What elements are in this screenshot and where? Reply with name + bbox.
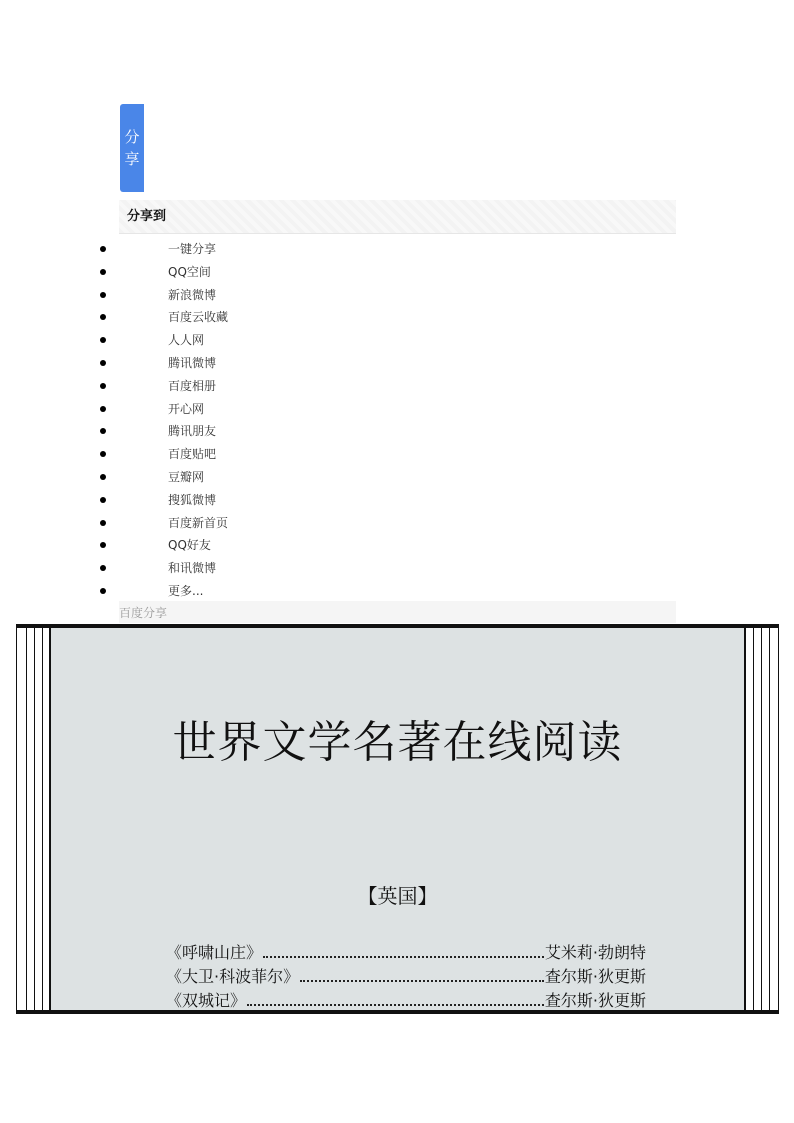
share-item-label: QQ好友 <box>168 538 211 553</box>
work-title: 《大卫·科波菲尔》 <box>166 967 300 986</box>
bullet-icon <box>100 337 106 343</box>
bullet-icon <box>100 292 106 298</box>
work-entry[interactable] <box>166 964 646 988</box>
bullet-icon <box>100 314 106 320</box>
bullet-icon <box>100 360 106 366</box>
share-panel-header: 分享到 <box>119 200 676 234</box>
share-item-label: QQ空间 <box>168 264 211 279</box>
share-footer-link[interactable]: 百度分享 <box>119 601 676 623</box>
share-item-label: 腾讯朋友 <box>168 424 217 439</box>
work-entry[interactable] <box>166 940 646 964</box>
work-author: 查尔斯·狄更斯 <box>544 991 646 1010</box>
bullet-icon <box>100 565 106 571</box>
share-tab-char: 分 <box>124 128 140 146</box>
leader-dots <box>263 955 544 958</box>
share-item-label: 和讯微博 <box>168 561 217 576</box>
bullet-icon <box>100 428 106 434</box>
book-page <box>50 628 745 1010</box>
leader-dots <box>300 979 544 982</box>
work-title: 《呼啸山庄》 <box>166 943 263 962</box>
work-entry[interactable] <box>166 988 646 1012</box>
share-item-label: 人人网 <box>168 333 205 348</box>
bullet-icon <box>100 497 106 503</box>
bullet-icon <box>100 246 106 252</box>
work-title: 《双城记》 <box>166 991 247 1010</box>
work-author: 查尔斯·狄更斯 <box>544 967 646 986</box>
share-item-label: 百度云收藏 <box>168 310 229 325</box>
work-author: 艾米莉·勃朗特 <box>544 943 646 962</box>
book-panel <box>16 624 779 1014</box>
bullet-icon <box>100 406 106 412</box>
bullet-icon <box>100 474 106 480</box>
leader-dots <box>247 1003 544 1006</box>
share-item-label: 百度新首页 <box>168 515 229 530</box>
share-item-label: 开心网 <box>168 401 205 416</box>
share-item-label: 百度相册 <box>168 378 217 393</box>
book-pages-right <box>745 624 779 1014</box>
share-item-label: 一键分享 <box>168 242 217 256</box>
share-item-label: 新浪微博 <box>168 287 217 302</box>
bullet-icon <box>100 269 106 275</box>
bullet-icon <box>100 451 106 457</box>
share-item-label: 百度贴吧 <box>168 447 217 462</box>
bullet-icon <box>100 542 106 548</box>
share-item-label: 搜狐微博 <box>168 492 217 507</box>
share-tab-button[interactable] <box>120 104 144 192</box>
share-item-label: 更多... <box>168 583 204 598</box>
share-item-label: 腾讯微博 <box>168 355 217 370</box>
share-tab-char: 享 <box>124 150 140 168</box>
book-title: 世界文学名著在线阅读 <box>172 717 623 768</box>
works-list <box>166 940 646 1012</box>
bullet-icon <box>100 588 106 594</box>
bullet-icon <box>100 520 106 526</box>
bullet-icon <box>100 383 106 389</box>
share-item-label: 豆瓣网 <box>168 469 205 484</box>
section-heading-england: 【英国】 <box>357 884 438 908</box>
book-pages-left <box>16 624 50 1014</box>
